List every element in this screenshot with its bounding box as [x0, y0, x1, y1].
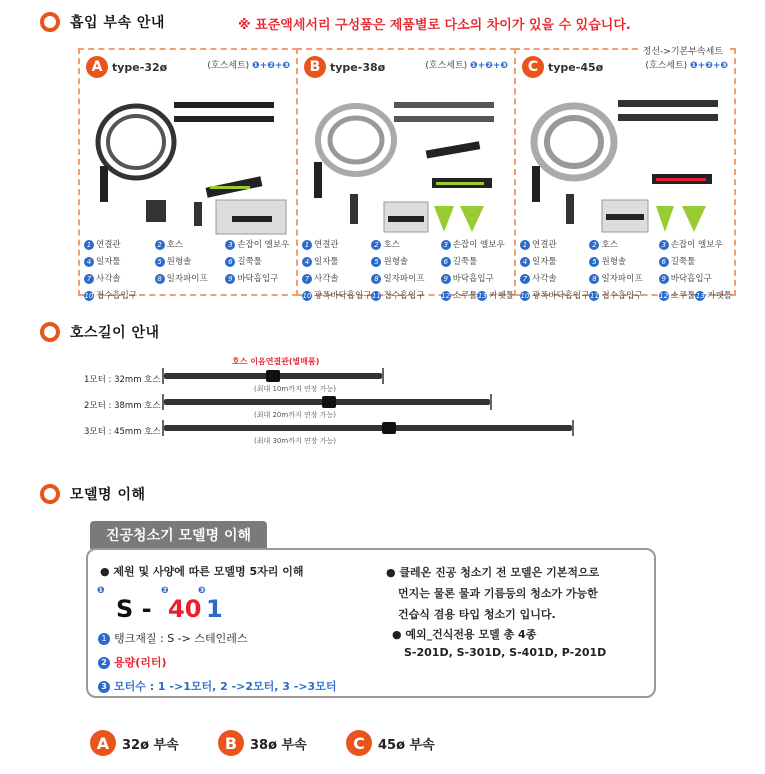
hose-set-label: (호스세트) ❶+❷+❸: [645, 61, 728, 71]
hose-end: [572, 420, 574, 436]
section-title: 호스길이 안내: [70, 325, 160, 341]
parts-panel-b: [296, 48, 516, 301]
sup-2-icon: ❷: [161, 586, 169, 596]
part-item: 9 바닥흡입구: [659, 272, 732, 284]
parts-illustration: [86, 82, 292, 236]
part-item: 9 바닥흡입구: [441, 272, 514, 284]
parts-panel-a: [78, 48, 298, 301]
model-right-1: ● 클레온 진공 청소기 전 모델은 기본적으로: [386, 566, 600, 579]
part-item: 1 연결관: [520, 238, 589, 250]
section-header-hose: [40, 322, 160, 342]
hose-end: [162, 394, 164, 410]
accessory-letter: A: [90, 730, 116, 756]
section-header-parts: [40, 12, 165, 32]
hose-clamp: [322, 396, 336, 408]
accessory-label: 38ø 부속: [250, 737, 307, 753]
section-title: 흡입 부속 안내: [70, 15, 165, 31]
panel-head: [86, 56, 167, 78]
part-item: 2 호스: [155, 238, 226, 250]
parts-list: [302, 238, 514, 301]
parts-illustration: [304, 82, 510, 236]
part-item: 4 일자툴: [84, 255, 155, 267]
panel-type: type-45ø: [548, 60, 604, 74]
part-item: 12 소쿠툴13 카펫툴: [441, 291, 514, 301]
ring-icon: [40, 12, 60, 32]
code-s: S -: [116, 595, 152, 623]
part-item: 5 원형솔: [155, 255, 226, 267]
model-right-3: 건습식 겸용 타입 청소기 입니다.: [398, 608, 556, 621]
hose-end: [382, 368, 384, 384]
model-right-5: S-201D, S-301D, S-401D, P-201D: [404, 646, 607, 659]
panel-head: [522, 56, 603, 78]
hose-clamp: [382, 422, 396, 434]
hose-caption: 호스 이음연결관(별매품): [232, 357, 320, 366]
accessory-label: 32ø 부속: [122, 737, 179, 753]
hose-set-label: (호스세트) ❶+❷+❸: [425, 61, 508, 71]
part-item: 7 사각솔: [520, 272, 589, 284]
hose-line: [164, 425, 572, 431]
accessory-letter: C: [346, 730, 372, 756]
part-item: 4 일자툴: [520, 255, 589, 267]
part-item: 10 광폭바닥흡입구: [302, 291, 372, 301]
model-line-3: 3 모터수 : 1 ->1모터, 2 ->2모터, 3 ->3모터: [98, 678, 336, 694]
parts-list: [520, 238, 732, 301]
part-item: 1 연결관: [84, 238, 155, 250]
panel-type: type-38ø: [330, 60, 386, 74]
accessory-a: [90, 730, 179, 756]
model-right-4: ● 예외_건식전용 모델 총 4종: [392, 628, 537, 641]
part-item: 3 손잡이 엘보우: [659, 238, 732, 250]
code-40: 40: [168, 595, 202, 623]
part-item: 9 바닥흡입구: [225, 272, 296, 284]
part-item: 10 접수흡입구: [84, 291, 138, 301]
part-item: 2 호스: [589, 238, 658, 250]
model-tab: 진공청소기 모델명 이해: [90, 521, 267, 549]
part-item: 2 호스: [371, 238, 440, 250]
hose-note: (최대 20m까지 연장 가능): [254, 411, 336, 419]
part-item: 4 일자툴: [302, 255, 371, 267]
ring-icon: [40, 322, 60, 342]
part-item: 11 접수흡입구: [372, 291, 425, 301]
accessory-b: [218, 730, 307, 756]
parts-illustration: [522, 82, 728, 236]
hose-note: (최대 30m까지 연장 가능): [254, 437, 336, 445]
hose-end: [162, 368, 164, 384]
panel-letter: B: [304, 56, 326, 78]
model-right-2: 먼지는 물론 물과 기름등의 청소가 가능한: [398, 587, 598, 600]
accessory-c: [346, 730, 435, 756]
notice-text: ※ 표준액세서리 구성품은 제품별로 다소의 차이가 있을 수 있습니다.: [238, 18, 631, 33]
model-line-1: 1 탱크재질 : S -> 스테인레스: [98, 630, 248, 646]
hose-label: 2모터 : 38mm 호스: [84, 401, 161, 411]
parts-list: [84, 238, 296, 301]
part-item: 6 길쭉툴: [659, 255, 732, 267]
basic-set-label: 정선->기본부속세트: [640, 44, 726, 57]
panel-head: [304, 56, 385, 78]
part-item: 5 원형솔: [589, 255, 658, 267]
panel-type: type-32ø: [112, 60, 168, 74]
part-item: 10 광폭바닥흡입구: [520, 291, 590, 301]
parts-panel-c: [514, 47, 736, 301]
part-item: 7 사각솔: [84, 272, 155, 284]
code-1: 1: [206, 595, 223, 623]
hose-label: 3모터 : 45mm 호스: [84, 427, 161, 437]
part-item: 1 연결관: [302, 238, 371, 250]
part-item: 3 손잡이 엘보우: [441, 238, 514, 250]
part-item: 8 일자파이프: [589, 272, 658, 284]
hose-note: (최대 10m까지 연장 가능): [254, 385, 336, 393]
hose-end: [490, 394, 492, 410]
accessory-label: 45ø 부속: [378, 737, 435, 753]
part-item: 8 일자파이프: [371, 272, 440, 284]
part-item: 8 일자파이프: [155, 272, 226, 284]
part-item: 6 길쭉툴: [225, 255, 296, 267]
section-title: 모델명 이해: [70, 487, 146, 503]
section-header-model: [40, 484, 146, 504]
ring-icon: [40, 484, 60, 504]
panel-letter: A: [86, 56, 108, 78]
part-item: 12 소쿠툴13 카펫툴: [659, 291, 732, 301]
part-item: 6 길쭉툴: [441, 255, 514, 267]
part-item: 11 접수흡입구: [590, 291, 643, 301]
hose-label: 1모터 : 32mm 호스: [84, 375, 161, 385]
part-item: 5 원형솔: [371, 255, 440, 267]
sup-3-icon: ❸: [198, 586, 206, 596]
hose-end: [162, 420, 164, 436]
model-intro: ● 제원 및 사양에 따른 모델명 5자리 이해: [100, 565, 304, 578]
hose-set-label: (호스세트) ❶+❷+❸: [207, 61, 290, 71]
sup-1-icon: ❶: [97, 586, 105, 596]
part-item: 3 손잡이 엘보우: [225, 238, 296, 250]
panel-letter: C: [522, 56, 544, 78]
part-item: 7 사각솔: [302, 272, 371, 284]
hose-clamp: [266, 370, 280, 382]
model-line-2: 2 용량(리터): [98, 654, 167, 670]
accessory-letter: B: [218, 730, 244, 756]
